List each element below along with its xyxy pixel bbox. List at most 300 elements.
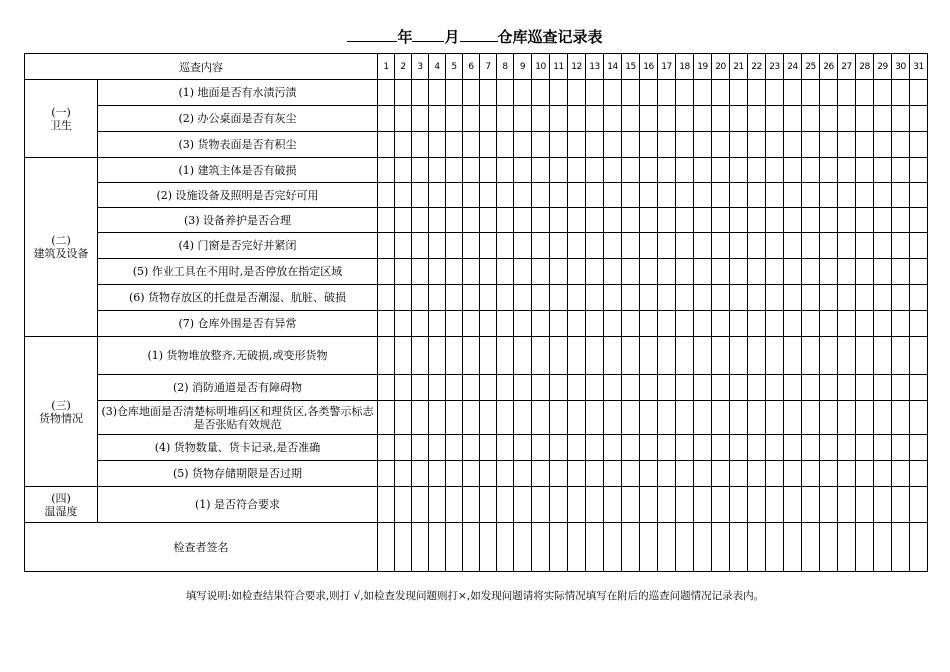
check-cell[interactable]	[586, 337, 604, 375]
check-cell[interactable]	[856, 311, 874, 337]
check-cell[interactable]	[712, 233, 730, 259]
check-cell[interactable]	[622, 183, 640, 208]
check-cell[interactable]	[874, 80, 892, 106]
check-cell[interactable]	[497, 80, 514, 106]
check-cell[interactable]	[766, 435, 784, 461]
check-cell[interactable]	[748, 435, 766, 461]
check-cell[interactable]	[550, 311, 568, 337]
check-cell[interactable]	[395, 375, 412, 401]
check-cell[interactable]	[838, 523, 856, 572]
check-cell[interactable]	[480, 259, 497, 285]
check-cell[interactable]	[446, 132, 463, 158]
check-cell[interactable]	[497, 132, 514, 158]
check-cell[interactable]	[604, 208, 622, 233]
check-cell[interactable]	[480, 208, 497, 233]
check-cell[interactable]	[446, 435, 463, 461]
check-cell[interactable]	[658, 285, 676, 311]
check-cell[interactable]	[532, 461, 550, 487]
check-cell[interactable]	[622, 375, 640, 401]
check-cell[interactable]	[532, 337, 550, 375]
check-cell[interactable]	[550, 80, 568, 106]
check-cell[interactable]	[446, 523, 463, 572]
check-cell[interactable]	[395, 285, 412, 311]
check-cell[interactable]	[412, 375, 429, 401]
check-cell[interactable]	[480, 487, 497, 523]
check-cell[interactable]	[604, 183, 622, 208]
check-cell[interactable]	[550, 285, 568, 311]
check-cell[interactable]	[622, 487, 640, 523]
check-cell[interactable]	[784, 259, 802, 285]
check-cell[interactable]	[586, 435, 604, 461]
check-cell[interactable]	[480, 435, 497, 461]
check-cell[interactable]	[658, 461, 676, 487]
check-cell[interactable]	[658, 208, 676, 233]
title-blank[interactable]	[460, 27, 498, 42]
check-cell[interactable]	[586, 523, 604, 572]
check-cell[interactable]	[820, 523, 838, 572]
check-cell[interactable]	[694, 523, 712, 572]
check-cell[interactable]	[838, 158, 856, 183]
check-cell[interactable]	[676, 158, 694, 183]
check-cell[interactable]	[820, 158, 838, 183]
check-cell[interactable]	[429, 132, 446, 158]
check-cell[interactable]	[802, 311, 820, 337]
check-cell[interactable]	[429, 285, 446, 311]
check-cell[interactable]	[514, 401, 532, 435]
check-cell[interactable]	[658, 259, 676, 285]
check-cell[interactable]	[784, 106, 802, 132]
check-cell[interactable]	[856, 233, 874, 259]
check-cell[interactable]	[640, 461, 658, 487]
check-cell[interactable]	[622, 158, 640, 183]
check-cell[interactable]	[497, 183, 514, 208]
check-cell[interactable]	[568, 375, 586, 401]
check-cell[interactable]	[910, 233, 928, 259]
check-cell[interactable]	[463, 311, 480, 337]
check-cell[interactable]	[694, 158, 712, 183]
check-cell[interactable]	[676, 401, 694, 435]
check-cell[interactable]	[766, 233, 784, 259]
check-cell[interactable]	[856, 285, 874, 311]
check-cell[interactable]	[640, 435, 658, 461]
check-cell[interactable]	[748, 132, 766, 158]
check-cell[interactable]	[784, 208, 802, 233]
check-cell[interactable]	[550, 401, 568, 435]
check-cell[interactable]	[676, 487, 694, 523]
check-cell[interactable]	[622, 208, 640, 233]
check-cell[interactable]	[820, 183, 838, 208]
check-cell[interactable]	[640, 208, 658, 233]
check-cell[interactable]	[480, 106, 497, 132]
check-cell[interactable]	[730, 259, 748, 285]
check-cell[interactable]	[378, 401, 395, 435]
check-cell[interactable]	[446, 233, 463, 259]
check-cell[interactable]	[910, 132, 928, 158]
check-cell[interactable]	[514, 375, 532, 401]
month-blank[interactable]	[412, 27, 444, 42]
check-cell[interactable]	[784, 401, 802, 435]
check-cell[interactable]	[480, 461, 497, 487]
check-cell[interactable]	[640, 523, 658, 572]
check-cell[interactable]	[395, 80, 412, 106]
check-cell[interactable]	[910, 311, 928, 337]
check-cell[interactable]	[550, 183, 568, 208]
check-cell[interactable]	[480, 523, 497, 572]
check-cell[interactable]	[532, 435, 550, 461]
check-cell[interactable]	[658, 401, 676, 435]
check-cell[interactable]	[640, 80, 658, 106]
check-cell[interactable]	[802, 375, 820, 401]
check-cell[interactable]	[694, 80, 712, 106]
check-cell[interactable]	[604, 132, 622, 158]
check-cell[interactable]	[820, 132, 838, 158]
check-cell[interactable]	[497, 208, 514, 233]
check-cell[interactable]	[568, 311, 586, 337]
check-cell[interactable]	[856, 435, 874, 461]
check-cell[interactable]	[856, 158, 874, 183]
check-cell[interactable]	[463, 183, 480, 208]
check-cell[interactable]	[712, 80, 730, 106]
check-cell[interactable]	[712, 259, 730, 285]
check-cell[interactable]	[568, 435, 586, 461]
check-cell[interactable]	[550, 132, 568, 158]
check-cell[interactable]	[838, 401, 856, 435]
check-cell[interactable]	[463, 132, 480, 158]
check-cell[interactable]	[395, 461, 412, 487]
check-cell[interactable]	[658, 183, 676, 208]
check-cell[interactable]	[412, 233, 429, 259]
check-cell[interactable]	[694, 375, 712, 401]
check-cell[interactable]	[514, 80, 532, 106]
check-cell[interactable]	[694, 208, 712, 233]
check-cell[interactable]	[766, 80, 784, 106]
check-cell[interactable]	[676, 183, 694, 208]
check-cell[interactable]	[463, 375, 480, 401]
check-cell[interactable]	[694, 285, 712, 311]
check-cell[interactable]	[463, 337, 480, 375]
check-cell[interactable]	[874, 208, 892, 233]
check-cell[interactable]	[622, 285, 640, 311]
check-cell[interactable]	[480, 401, 497, 435]
check-cell[interactable]	[532, 259, 550, 285]
check-cell[interactable]	[658, 233, 676, 259]
check-cell[interactable]	[514, 233, 532, 259]
check-cell[interactable]	[712, 461, 730, 487]
check-cell[interactable]	[856, 375, 874, 401]
check-cell[interactable]	[622, 401, 640, 435]
check-cell[interactable]	[784, 337, 802, 375]
check-cell[interactable]	[748, 158, 766, 183]
check-cell[interactable]	[766, 208, 784, 233]
check-cell[interactable]	[892, 523, 910, 572]
check-cell[interactable]	[766, 523, 784, 572]
check-cell[interactable]	[568, 132, 586, 158]
check-cell[interactable]	[640, 311, 658, 337]
check-cell[interactable]	[532, 311, 550, 337]
check-cell[interactable]	[378, 183, 395, 208]
check-cell[interactable]	[802, 401, 820, 435]
check-cell[interactable]	[892, 259, 910, 285]
check-cell[interactable]	[802, 285, 820, 311]
check-cell[interactable]	[802, 461, 820, 487]
check-cell[interactable]	[838, 208, 856, 233]
check-cell[interactable]	[748, 311, 766, 337]
check-cell[interactable]	[730, 461, 748, 487]
check-cell[interactable]	[586, 183, 604, 208]
check-cell[interactable]	[568, 487, 586, 523]
check-cell[interactable]	[604, 523, 622, 572]
check-cell[interactable]	[802, 208, 820, 233]
check-cell[interactable]	[694, 435, 712, 461]
check-cell[interactable]	[568, 80, 586, 106]
check-cell[interactable]	[802, 435, 820, 461]
check-cell[interactable]	[480, 233, 497, 259]
check-cell[interactable]	[676, 285, 694, 311]
check-cell[interactable]	[604, 233, 622, 259]
check-cell[interactable]	[892, 132, 910, 158]
check-cell[interactable]	[412, 461, 429, 487]
check-cell[interactable]	[892, 106, 910, 132]
check-cell[interactable]	[730, 208, 748, 233]
check-cell[interactable]	[446, 183, 463, 208]
check-cell[interactable]	[730, 337, 748, 375]
check-cell[interactable]	[604, 435, 622, 461]
check-cell[interactable]	[874, 375, 892, 401]
check-cell[interactable]	[550, 461, 568, 487]
check-cell[interactable]	[856, 337, 874, 375]
check-cell[interactable]	[586, 80, 604, 106]
check-cell[interactable]	[676, 233, 694, 259]
check-cell[interactable]	[378, 337, 395, 375]
check-cell[interactable]	[463, 233, 480, 259]
check-cell[interactable]	[497, 461, 514, 487]
check-cell[interactable]	[604, 106, 622, 132]
check-cell[interactable]	[463, 259, 480, 285]
check-cell[interactable]	[712, 337, 730, 375]
check-cell[interactable]	[640, 259, 658, 285]
check-cell[interactable]	[910, 208, 928, 233]
check-cell[interactable]	[766, 158, 784, 183]
check-cell[interactable]	[412, 208, 429, 233]
check-cell[interactable]	[874, 401, 892, 435]
check-cell[interactable]	[412, 435, 429, 461]
check-cell[interactable]	[712, 375, 730, 401]
check-cell[interactable]	[820, 106, 838, 132]
check-cell[interactable]	[446, 487, 463, 523]
check-cell[interactable]	[514, 285, 532, 311]
check-cell[interactable]	[910, 375, 928, 401]
check-cell[interactable]	[586, 311, 604, 337]
check-cell[interactable]	[480, 80, 497, 106]
check-cell[interactable]	[892, 401, 910, 435]
check-cell[interactable]	[640, 375, 658, 401]
check-cell[interactable]	[463, 208, 480, 233]
check-cell[interactable]	[532, 132, 550, 158]
check-cell[interactable]	[730, 523, 748, 572]
check-cell[interactable]	[532, 401, 550, 435]
check-cell[interactable]	[514, 183, 532, 208]
check-cell[interactable]	[640, 183, 658, 208]
check-cell[interactable]	[784, 233, 802, 259]
check-cell[interactable]	[497, 106, 514, 132]
check-cell[interactable]	[712, 208, 730, 233]
check-cell[interactable]	[378, 80, 395, 106]
check-cell[interactable]	[463, 285, 480, 311]
check-cell[interactable]	[550, 208, 568, 233]
check-cell[interactable]	[892, 487, 910, 523]
check-cell[interactable]	[910, 259, 928, 285]
check-cell[interactable]	[658, 132, 676, 158]
check-cell[interactable]	[480, 285, 497, 311]
check-cell[interactable]	[378, 487, 395, 523]
check-cell[interactable]	[446, 375, 463, 401]
check-cell[interactable]	[676, 80, 694, 106]
check-cell[interactable]	[446, 259, 463, 285]
check-cell[interactable]	[658, 375, 676, 401]
check-cell[interactable]	[730, 80, 748, 106]
check-cell[interactable]	[784, 132, 802, 158]
check-cell[interactable]	[395, 523, 412, 572]
check-cell[interactable]	[712, 106, 730, 132]
check-cell[interactable]	[446, 401, 463, 435]
check-cell[interactable]	[586, 106, 604, 132]
check-cell[interactable]	[463, 461, 480, 487]
check-cell[interactable]	[622, 461, 640, 487]
check-cell[interactable]	[802, 337, 820, 375]
check-cell[interactable]	[910, 183, 928, 208]
check-cell[interactable]	[532, 80, 550, 106]
check-cell[interactable]	[676, 523, 694, 572]
check-cell[interactable]	[640, 158, 658, 183]
check-cell[interactable]	[395, 132, 412, 158]
check-cell[interactable]	[429, 80, 446, 106]
check-cell[interactable]	[892, 80, 910, 106]
check-cell[interactable]	[910, 158, 928, 183]
check-cell[interactable]	[910, 337, 928, 375]
check-cell[interactable]	[784, 80, 802, 106]
check-cell[interactable]	[658, 487, 676, 523]
check-cell[interactable]	[640, 285, 658, 311]
check-cell[interactable]	[550, 487, 568, 523]
check-cell[interactable]	[748, 259, 766, 285]
check-cell[interactable]	[463, 80, 480, 106]
check-cell[interactable]	[748, 208, 766, 233]
check-cell[interactable]	[820, 208, 838, 233]
check-cell[interactable]	[395, 233, 412, 259]
check-cell[interactable]	[874, 233, 892, 259]
check-cell[interactable]	[412, 132, 429, 158]
check-cell[interactable]	[694, 337, 712, 375]
check-cell[interactable]	[730, 487, 748, 523]
check-cell[interactable]	[568, 523, 586, 572]
check-cell[interactable]	[446, 106, 463, 132]
check-cell[interactable]	[604, 285, 622, 311]
check-cell[interactable]	[550, 233, 568, 259]
check-cell[interactable]	[378, 259, 395, 285]
check-cell[interactable]	[856, 132, 874, 158]
check-cell[interactable]	[532, 375, 550, 401]
check-cell[interactable]	[784, 183, 802, 208]
check-cell[interactable]	[446, 158, 463, 183]
check-cell[interactable]	[676, 461, 694, 487]
check-cell[interactable]	[874, 461, 892, 487]
check-cell[interactable]	[622, 132, 640, 158]
check-cell[interactable]	[748, 487, 766, 523]
check-cell[interactable]	[838, 311, 856, 337]
check-cell[interactable]	[395, 401, 412, 435]
check-cell[interactable]	[712, 158, 730, 183]
check-cell[interactable]	[640, 401, 658, 435]
check-cell[interactable]	[395, 183, 412, 208]
check-cell[interactable]	[586, 259, 604, 285]
check-cell[interactable]	[784, 435, 802, 461]
check-cell[interactable]	[892, 285, 910, 311]
check-cell[interactable]	[730, 183, 748, 208]
check-cell[interactable]	[820, 487, 838, 523]
check-cell[interactable]	[497, 233, 514, 259]
check-cell[interactable]	[856, 259, 874, 285]
check-cell[interactable]	[802, 259, 820, 285]
check-cell[interactable]	[622, 435, 640, 461]
check-cell[interactable]	[766, 487, 784, 523]
check-cell[interactable]	[856, 461, 874, 487]
check-cell[interactable]	[766, 259, 784, 285]
check-cell[interactable]	[892, 158, 910, 183]
check-cell[interactable]	[532, 106, 550, 132]
check-cell[interactable]	[604, 311, 622, 337]
check-cell[interactable]	[766, 401, 784, 435]
check-cell[interactable]	[820, 461, 838, 487]
check-cell[interactable]	[640, 132, 658, 158]
check-cell[interactable]	[766, 132, 784, 158]
check-cell[interactable]	[463, 435, 480, 461]
check-cell[interactable]	[766, 311, 784, 337]
check-cell[interactable]	[378, 375, 395, 401]
check-cell[interactable]	[429, 401, 446, 435]
check-cell[interactable]	[712, 311, 730, 337]
check-cell[interactable]	[412, 311, 429, 337]
check-cell[interactable]	[838, 487, 856, 523]
check-cell[interactable]	[395, 208, 412, 233]
check-cell[interactable]	[658, 523, 676, 572]
check-cell[interactable]	[838, 233, 856, 259]
check-cell[interactable]	[395, 337, 412, 375]
check-cell[interactable]	[568, 183, 586, 208]
check-cell[interactable]	[874, 311, 892, 337]
check-cell[interactable]	[622, 259, 640, 285]
check-cell[interactable]	[856, 523, 874, 572]
check-cell[interactable]	[586, 132, 604, 158]
check-cell[interactable]	[838, 375, 856, 401]
check-cell[interactable]	[748, 233, 766, 259]
check-cell[interactable]	[874, 435, 892, 461]
check-cell[interactable]	[412, 487, 429, 523]
check-cell[interactable]	[446, 337, 463, 375]
check-cell[interactable]	[514, 132, 532, 158]
check-cell[interactable]	[856, 80, 874, 106]
check-cell[interactable]	[604, 487, 622, 523]
check-cell[interactable]	[730, 435, 748, 461]
check-cell[interactable]	[748, 285, 766, 311]
check-cell[interactable]	[604, 80, 622, 106]
check-cell[interactable]	[429, 208, 446, 233]
check-cell[interactable]	[730, 132, 748, 158]
check-cell[interactable]	[658, 158, 676, 183]
check-cell[interactable]	[784, 158, 802, 183]
check-cell[interactable]	[748, 523, 766, 572]
check-cell[interactable]	[874, 183, 892, 208]
check-cell[interactable]	[730, 375, 748, 401]
